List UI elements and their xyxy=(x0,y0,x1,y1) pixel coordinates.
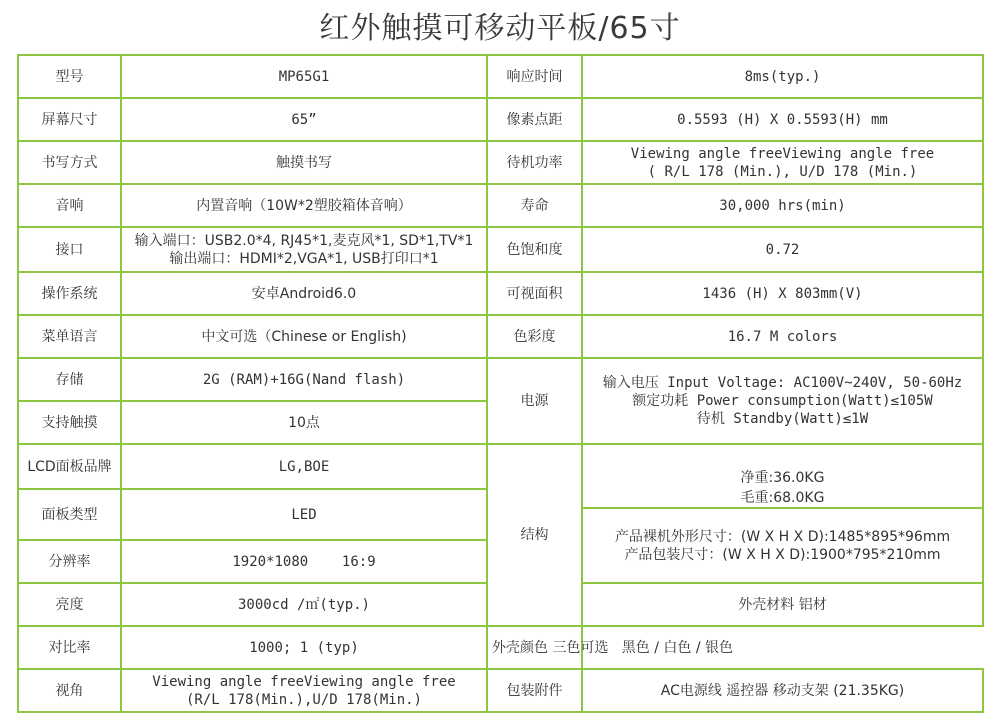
table-row xyxy=(18,98,983,141)
value-model: MP65G1 xyxy=(121,55,487,98)
table-row xyxy=(18,444,983,467)
label-writing-mode: 书写方式 xyxy=(18,141,121,184)
text-line: 输入电压 Input Voltage: AC100V~240V, 50-60Hz xyxy=(602,375,963,391)
value-standby-power xyxy=(582,141,983,184)
text-line: 输入端口：USB2.0*4, RJ45*1,麦克风*1, SD*1,TV*1 xyxy=(134,232,474,249)
value-lifespan: 30,000 hrs(min) xyxy=(582,184,983,227)
text-line: Viewing angle freeViewing angle free xyxy=(630,145,935,162)
table-row xyxy=(18,626,983,669)
value-net-weight: 净重:36.0KG xyxy=(582,444,983,489)
spec-table xyxy=(17,54,984,713)
value-writing-mode: 触摸书写 xyxy=(121,141,487,184)
label-viewing-angle: 视角 xyxy=(18,669,121,712)
text-line: 产品裸机外形尺寸：(W X H X D):1485*895*96mm xyxy=(614,528,951,545)
label-response-time: 响应时间 xyxy=(487,55,582,98)
label-audio: 音响 xyxy=(18,184,121,227)
table-row xyxy=(18,227,983,272)
label-lifespan: 寿命 xyxy=(487,184,582,227)
value-viewable-area: 1436 (H) X 803mm(V) xyxy=(582,272,983,315)
value-touch-points: 10点 xyxy=(121,401,487,444)
value-contrast: 1000; 1 (typ) xyxy=(121,626,487,669)
table-row xyxy=(18,669,983,712)
label-structure: 结构 xyxy=(487,444,582,626)
label-menu-language: 菜单语言 xyxy=(18,315,121,358)
value-audio: 内置音响（10W*2塑胶箱体音响） xyxy=(121,184,487,227)
label-standby-power: 待机功率 xyxy=(487,141,582,184)
label-ports: 接口 xyxy=(18,227,121,272)
label-resolution: 分辨率 xyxy=(18,540,121,583)
value-color-saturation: 0.72 xyxy=(582,227,983,272)
value-brightness: 3000cd /㎡(typ.) xyxy=(121,583,487,626)
text-line: 额定功耗 Power consumption(Watt)≤105W xyxy=(632,393,933,409)
text-line: ( R/L 178 (Min.), U/D 178 (Min.) xyxy=(647,163,918,180)
text-line: 待机 Standby(Watt)≤1W xyxy=(696,411,869,427)
table-row xyxy=(18,272,983,315)
label-os: 操作系统 xyxy=(18,272,121,315)
value-response-time: 8ms(typ.) xyxy=(582,55,983,98)
text-line: 输出端口：HDMI*2,VGA*1, USB打印口*1 xyxy=(169,250,439,267)
value-power xyxy=(582,358,983,444)
label-storage: 存储 xyxy=(18,358,121,401)
table-row xyxy=(18,55,983,98)
value-shell-color: 外壳颜色 三色可选 黑色 / 白色 / 银色 xyxy=(487,626,582,669)
label-model: 型号 xyxy=(18,55,121,98)
label-brightness: 亮度 xyxy=(18,583,121,626)
table-row xyxy=(18,141,983,184)
text-line: (R/L 178(Min.),U/D 178(Min.) xyxy=(185,691,422,708)
label-lcd-brand: LCD面板品牌 xyxy=(18,444,121,489)
value-color-depth: 16.7 M colors xyxy=(582,315,983,358)
text-line: Viewing angle freeViewing angle free xyxy=(152,673,456,690)
text-line: 产品包装尺寸：(W X H X D):1900*795*210mm xyxy=(624,546,941,563)
label-panel-type: 面板类型 xyxy=(18,489,121,540)
table-row xyxy=(18,315,983,358)
label-screen-size: 屏幕尺寸 xyxy=(18,98,121,141)
label-power: 电源 xyxy=(487,358,582,444)
value-storage: 2G (RAM)+16G(Nand flash) xyxy=(121,358,487,401)
value-pixel-pitch: 0.5593 (H) X 0.5593(H) mm xyxy=(582,98,983,141)
label-viewable-area: 可视面积 xyxy=(487,272,582,315)
value-menu-language: 中文可选（Chinese or English) xyxy=(121,315,487,358)
label-touch-points: 支持触摸 xyxy=(18,401,121,444)
value-gross-weight: 毛重:68.0KG xyxy=(582,489,983,508)
value-panel-type: LED xyxy=(121,489,487,540)
value-resolution: 1920*1080 16:9 xyxy=(121,540,487,583)
value-ports xyxy=(121,227,487,272)
value-shell-material: 外壳材料 铝材 xyxy=(582,583,983,626)
value-os: 安卓Android6.0 xyxy=(121,272,487,315)
label-contrast: 对比率 xyxy=(18,626,121,669)
value-screen-size: 65” xyxy=(121,98,487,141)
value-accessories: AC电源线 遥控器 移动支架 (21.35KG) xyxy=(582,669,983,712)
table-row xyxy=(18,184,983,227)
page-title: 红外触摸可移动平板/65寸 xyxy=(319,11,681,46)
label-color-saturation: 色饱和度 xyxy=(487,227,582,272)
table-row xyxy=(18,358,983,401)
label-accessories: 包装附件 xyxy=(487,669,582,712)
label-pixel-pitch: 像素点距 xyxy=(487,98,582,141)
value-dimensions xyxy=(582,508,983,583)
value-viewing-angle xyxy=(121,669,487,712)
value-lcd-brand: LG,BOE xyxy=(121,444,487,489)
label-color-depth: 色彩度 xyxy=(487,315,582,358)
